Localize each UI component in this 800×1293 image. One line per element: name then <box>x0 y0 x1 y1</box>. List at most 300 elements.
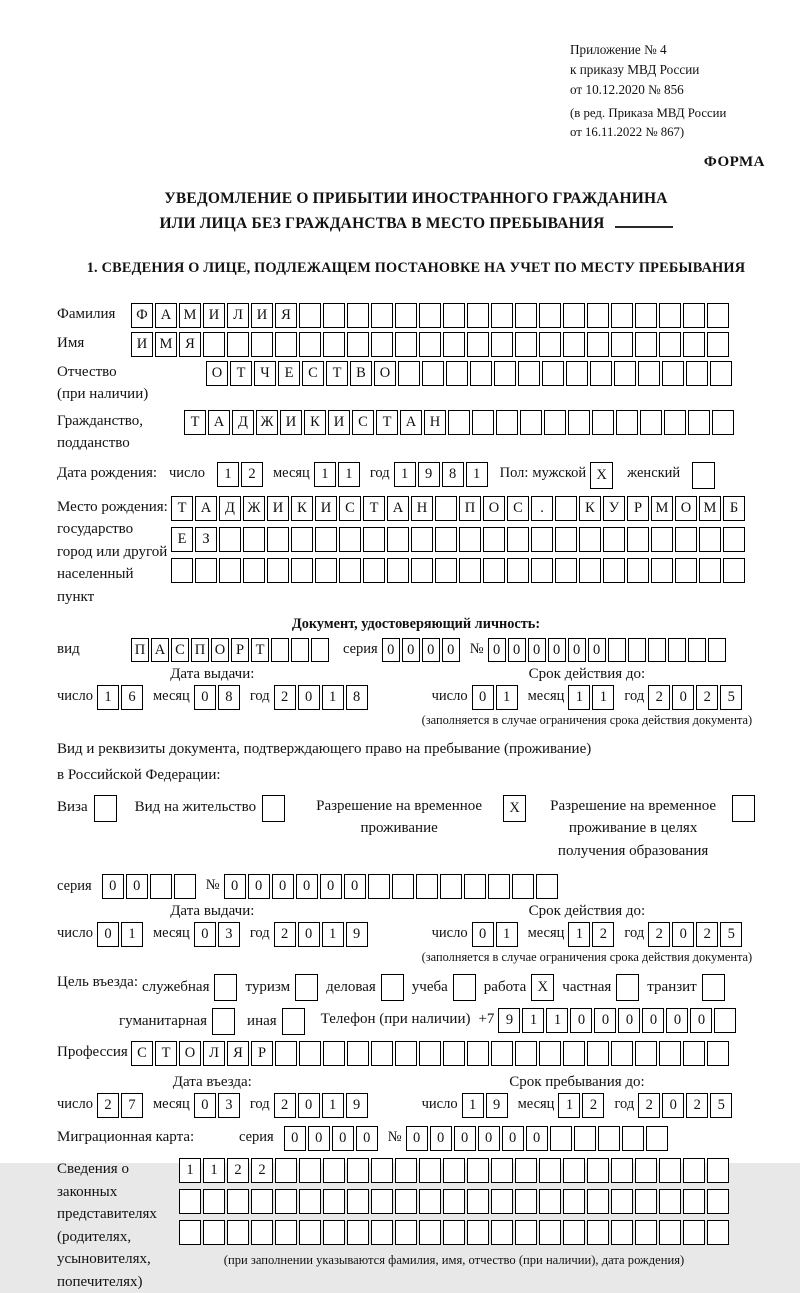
char-cell[interactable] <box>275 1158 297 1183</box>
char-cell[interactable]: 2 <box>648 685 670 710</box>
char-cell[interactable] <box>675 527 697 552</box>
char-cell[interactable] <box>371 1158 393 1183</box>
char-cell[interactable]: 0 <box>284 1126 306 1151</box>
char-cell[interactable]: 1 <box>179 1158 201 1183</box>
char-cell[interactable]: Р <box>627 496 649 521</box>
char-cell[interactable] <box>435 558 457 583</box>
char-cell[interactable]: О <box>675 496 697 521</box>
char-cell[interactable]: А <box>387 496 409 521</box>
char-cell[interactable]: 0 <box>472 922 494 947</box>
char-cell[interactable]: 0 <box>502 1126 524 1151</box>
char-cell[interactable]: И <box>251 303 273 328</box>
char-cell[interactable] <box>512 874 534 899</box>
char-cell[interactable] <box>387 527 409 552</box>
char-cell[interactable] <box>323 1041 345 1066</box>
char-cell[interactable] <box>299 1189 321 1214</box>
char-cell[interactable]: Л <box>203 1041 225 1066</box>
char-cell[interactable]: В <box>350 361 372 386</box>
char-cell[interactable]: П <box>459 496 481 521</box>
char-cell[interactable] <box>446 361 468 386</box>
char-cell[interactable]: 1 <box>121 922 143 947</box>
char-cell[interactable]: 0 <box>672 685 694 710</box>
char-cell[interactable] <box>518 361 540 386</box>
char-cell[interactable]: С <box>339 496 361 521</box>
char-cell[interactable] <box>539 1158 561 1183</box>
char-cell[interactable] <box>587 1158 609 1183</box>
char-cell[interactable] <box>515 303 537 328</box>
char-cell[interactable]: 0 <box>570 1008 592 1033</box>
char-cell[interactable]: 2 <box>582 1093 604 1118</box>
char-cell[interactable]: 1 <box>338 462 360 487</box>
char-cell[interactable] <box>707 1189 729 1214</box>
char-cell[interactable]: 0 <box>488 638 506 662</box>
char-cell[interactable]: 2 <box>648 922 670 947</box>
char-cell[interactable] <box>347 1189 369 1214</box>
char-cell[interactable] <box>459 558 481 583</box>
char-cell[interactable] <box>646 1126 668 1151</box>
char-cell[interactable] <box>467 1189 489 1214</box>
char-cell[interactable]: 0 <box>320 874 342 899</box>
char-cell[interactable] <box>611 1158 633 1183</box>
purpose-business-checkbox[interactable] <box>381 974 404 1001</box>
char-cell[interactable]: 1 <box>496 685 518 710</box>
char-cell[interactable] <box>515 1041 537 1066</box>
char-cell[interactable] <box>699 527 721 552</box>
purpose-official-checkbox[interactable] <box>214 974 237 1001</box>
char-cell[interactable] <box>662 361 684 386</box>
char-cell[interactable] <box>472 410 494 435</box>
char-cell[interactable] <box>496 410 518 435</box>
char-cell[interactable]: 9 <box>486 1093 508 1118</box>
char-cell[interactable]: 2 <box>592 922 614 947</box>
char-cell[interactable] <box>707 1158 729 1183</box>
char-cell[interactable] <box>539 332 561 357</box>
char-cell[interactable]: Т <box>376 410 398 435</box>
char-cell[interactable]: О <box>483 496 505 521</box>
char-cell[interactable] <box>392 874 414 899</box>
char-cell[interactable] <box>598 1126 620 1151</box>
char-cell[interactable] <box>651 558 673 583</box>
char-cell[interactable] <box>683 1189 705 1214</box>
char-cell[interactable]: . <box>531 496 553 521</box>
char-cell[interactable]: 9 <box>346 922 368 947</box>
char-cell[interactable]: Е <box>278 361 300 386</box>
char-cell[interactable] <box>395 332 417 357</box>
char-cell[interactable]: Т <box>251 638 269 662</box>
char-cell[interactable]: О <box>179 1041 201 1066</box>
char-cell[interactable] <box>440 874 462 899</box>
char-cell[interactable] <box>419 1189 441 1214</box>
char-cell[interactable]: 0 <box>478 1126 500 1151</box>
char-cell[interactable] <box>347 303 369 328</box>
char-cell[interactable] <box>640 410 662 435</box>
char-cell[interactable] <box>664 410 686 435</box>
char-cell[interactable] <box>174 874 196 899</box>
char-cell[interactable]: 0 <box>402 638 420 662</box>
char-cell[interactable] <box>171 558 193 583</box>
char-cell[interactable] <box>315 558 337 583</box>
char-cell[interactable]: О <box>211 638 229 662</box>
char-cell[interactable]: К <box>291 496 313 521</box>
char-cell[interactable] <box>311 638 329 662</box>
char-cell[interactable] <box>467 332 489 357</box>
char-cell[interactable]: 0 <box>356 1126 378 1151</box>
char-cell[interactable]: Д <box>232 410 254 435</box>
char-cell[interactable]: 0 <box>666 1008 688 1033</box>
char-cell[interactable] <box>363 558 385 583</box>
char-cell[interactable]: 2 <box>696 922 718 947</box>
char-cell[interactable] <box>443 303 465 328</box>
char-cell[interactable] <box>347 1220 369 1245</box>
char-cell[interactable] <box>227 1220 249 1245</box>
char-cell[interactable] <box>603 558 625 583</box>
char-cell[interactable] <box>515 332 537 357</box>
char-cell[interactable] <box>464 874 486 899</box>
char-cell[interactable] <box>299 303 321 328</box>
char-cell[interactable] <box>628 638 646 662</box>
char-cell[interactable] <box>443 1041 465 1066</box>
char-cell[interactable] <box>299 1220 321 1245</box>
char-cell[interactable]: Н <box>411 496 433 521</box>
char-cell[interactable] <box>339 527 361 552</box>
char-cell[interactable] <box>368 874 390 899</box>
char-cell[interactable]: 8 <box>442 462 464 487</box>
purpose-other-checkbox[interactable] <box>282 1008 305 1035</box>
char-cell[interactable]: 3 <box>218 1093 240 1118</box>
char-cell[interactable]: И <box>203 303 225 328</box>
char-cell[interactable] <box>323 332 345 357</box>
temp-residence-checkbox[interactable]: X <box>503 795 526 822</box>
char-cell[interactable]: 0 <box>308 1126 330 1151</box>
char-cell[interactable] <box>635 303 657 328</box>
char-cell[interactable]: 1 <box>217 462 239 487</box>
char-cell[interactable]: 0 <box>548 638 566 662</box>
char-cell[interactable] <box>611 1220 633 1245</box>
char-cell[interactable] <box>566 361 588 386</box>
char-cell[interactable] <box>723 558 745 583</box>
char-cell[interactable]: М <box>651 496 673 521</box>
char-cell[interactable]: 0 <box>406 1126 428 1151</box>
char-cell[interactable] <box>251 332 273 357</box>
char-cell[interactable]: 2 <box>274 922 296 947</box>
char-cell[interactable] <box>339 558 361 583</box>
char-cell[interactable] <box>483 527 505 552</box>
char-cell[interactable]: 0 <box>248 874 270 899</box>
char-cell[interactable] <box>648 638 666 662</box>
char-cell[interactable] <box>488 874 510 899</box>
char-cell[interactable] <box>435 496 457 521</box>
char-cell[interactable]: 2 <box>274 1093 296 1118</box>
char-cell[interactable]: 5 <box>720 685 742 710</box>
char-cell[interactable]: Т <box>184 410 206 435</box>
char-cell[interactable] <box>638 361 660 386</box>
char-cell[interactable]: И <box>267 496 289 521</box>
char-cell[interactable] <box>507 527 529 552</box>
char-cell[interactable] <box>683 1158 705 1183</box>
char-cell[interactable] <box>627 527 649 552</box>
char-cell[interactable] <box>563 1220 585 1245</box>
char-cell[interactable]: 0 <box>642 1008 664 1033</box>
char-cell[interactable]: 0 <box>126 874 148 899</box>
char-cell[interactable]: 1 <box>314 462 336 487</box>
char-cell[interactable]: 1 <box>394 462 416 487</box>
char-cell[interactable]: 1 <box>546 1008 568 1033</box>
char-cell[interactable] <box>467 1158 489 1183</box>
char-cell[interactable] <box>708 638 726 662</box>
char-cell[interactable] <box>371 1041 393 1066</box>
sex-male-checkbox[interactable]: X <box>590 462 613 489</box>
char-cell[interactable]: Т <box>230 361 252 386</box>
char-cell[interactable]: 2 <box>241 462 263 487</box>
char-cell[interactable] <box>203 332 225 357</box>
char-cell[interactable] <box>627 558 649 583</box>
char-cell[interactable]: 1 <box>462 1093 484 1118</box>
char-cell[interactable] <box>686 361 708 386</box>
char-cell[interactable]: 0 <box>442 638 460 662</box>
char-cell[interactable] <box>371 1220 393 1245</box>
char-cell[interactable] <box>539 1220 561 1245</box>
purpose-study-checkbox[interactable] <box>453 974 476 1001</box>
char-cell[interactable] <box>243 558 265 583</box>
char-cell[interactable]: И <box>131 332 153 357</box>
char-cell[interactable] <box>707 1220 729 1245</box>
char-cell[interactable] <box>587 1041 609 1066</box>
char-cell[interactable]: 0 <box>472 685 494 710</box>
char-cell[interactable] <box>563 332 585 357</box>
char-cell[interactable]: С <box>302 361 324 386</box>
char-cell[interactable]: Т <box>171 496 193 521</box>
char-cell[interactable]: К <box>304 410 326 435</box>
char-cell[interactable] <box>563 303 585 328</box>
char-cell[interactable]: 2 <box>274 685 296 710</box>
char-cell[interactable]: 0 <box>332 1126 354 1151</box>
char-cell[interactable]: О <box>374 361 396 386</box>
char-cell[interactable]: 2 <box>251 1158 273 1183</box>
char-cell[interactable]: 0 <box>672 922 694 947</box>
char-cell[interactable]: 1 <box>322 922 344 947</box>
char-cell[interactable] <box>614 361 636 386</box>
char-cell[interactable] <box>563 1041 585 1066</box>
char-cell[interactable] <box>531 527 553 552</box>
char-cell[interactable] <box>299 332 321 357</box>
visa-checkbox[interactable] <box>94 795 117 822</box>
char-cell[interactable] <box>395 1041 417 1066</box>
char-cell[interactable] <box>371 303 393 328</box>
char-cell[interactable]: Б <box>723 496 745 521</box>
char-cell[interactable]: Я <box>275 303 297 328</box>
char-cell[interactable] <box>291 527 313 552</box>
char-cell[interactable] <box>491 1158 513 1183</box>
char-cell[interactable] <box>710 361 732 386</box>
char-cell[interactable] <box>622 1126 644 1151</box>
char-cell[interactable] <box>275 1220 297 1245</box>
char-cell[interactable] <box>467 1220 489 1245</box>
char-cell[interactable] <box>227 332 249 357</box>
char-cell[interactable]: 1 <box>322 685 344 710</box>
char-cell[interactable] <box>539 1189 561 1214</box>
char-cell[interactable] <box>542 361 564 386</box>
char-cell[interactable]: 2 <box>638 1093 660 1118</box>
char-cell[interactable]: 0 <box>194 685 216 710</box>
char-cell[interactable]: 0 <box>344 874 366 899</box>
char-cell[interactable]: У <box>603 496 625 521</box>
char-cell[interactable]: Д <box>219 496 241 521</box>
char-cell[interactable] <box>723 527 745 552</box>
char-cell[interactable]: 0 <box>298 922 320 947</box>
char-cell[interactable] <box>659 1158 681 1183</box>
char-cell[interactable] <box>579 558 601 583</box>
char-cell[interactable] <box>668 638 686 662</box>
char-cell[interactable] <box>483 558 505 583</box>
char-cell[interactable]: С <box>352 410 374 435</box>
char-cell[interactable] <box>531 558 553 583</box>
char-cell[interactable] <box>635 1041 657 1066</box>
char-cell[interactable]: Я <box>227 1041 249 1066</box>
char-cell[interactable] <box>651 527 673 552</box>
char-cell[interactable] <box>616 410 638 435</box>
char-cell[interactable] <box>267 558 289 583</box>
char-cell[interactable]: 0 <box>588 638 606 662</box>
char-cell[interactable]: 0 <box>594 1008 616 1033</box>
char-cell[interactable]: Н <box>424 410 446 435</box>
char-cell[interactable]: С <box>507 496 529 521</box>
char-cell[interactable] <box>443 332 465 357</box>
char-cell[interactable] <box>539 303 561 328</box>
char-cell[interactable]: 0 <box>690 1008 712 1033</box>
char-cell[interactable] <box>371 332 393 357</box>
char-cell[interactable]: С <box>131 1041 153 1066</box>
char-cell[interactable] <box>563 1158 585 1183</box>
char-cell[interactable]: 9 <box>346 1093 368 1118</box>
char-cell[interactable]: 0 <box>194 922 216 947</box>
char-cell[interactable] <box>395 1220 417 1245</box>
char-cell[interactable] <box>590 361 612 386</box>
char-cell[interactable] <box>419 1041 441 1066</box>
char-cell[interactable]: 1 <box>558 1093 580 1118</box>
char-cell[interactable]: 0 <box>296 874 318 899</box>
char-cell[interactable]: 0 <box>194 1093 216 1118</box>
char-cell[interactable] <box>520 410 542 435</box>
char-cell[interactable] <box>179 1220 201 1245</box>
char-cell[interactable] <box>568 410 590 435</box>
char-cell[interactable]: 0 <box>97 922 119 947</box>
char-cell[interactable] <box>707 1041 729 1066</box>
char-cell[interactable]: 0 <box>224 874 246 899</box>
char-cell[interactable] <box>699 558 721 583</box>
char-cell[interactable] <box>515 1220 537 1245</box>
char-cell[interactable] <box>219 558 241 583</box>
char-cell[interactable]: Е <box>171 527 193 552</box>
char-cell[interactable] <box>659 1041 681 1066</box>
char-cell[interactable] <box>467 1041 489 1066</box>
char-cell[interactable] <box>291 638 309 662</box>
char-cell[interactable] <box>707 303 729 328</box>
char-cell[interactable] <box>203 1220 225 1245</box>
char-cell[interactable]: Т <box>363 496 385 521</box>
char-cell[interactable] <box>150 874 172 899</box>
char-cell[interactable]: 0 <box>508 638 526 662</box>
char-cell[interactable]: Л <box>227 303 249 328</box>
char-cell[interactable]: П <box>191 638 209 662</box>
char-cell[interactable] <box>611 1041 633 1066</box>
char-cell[interactable] <box>219 527 241 552</box>
char-cell[interactable] <box>251 1189 273 1214</box>
char-cell[interactable] <box>563 1189 585 1214</box>
char-cell[interactable] <box>587 1189 609 1214</box>
char-cell[interactable]: 6 <box>121 685 143 710</box>
char-cell[interactable] <box>470 361 492 386</box>
char-cell[interactable] <box>395 1189 417 1214</box>
char-cell[interactable]: 0 <box>568 638 586 662</box>
char-cell[interactable]: 1 <box>568 922 590 947</box>
char-cell[interactable] <box>275 332 297 357</box>
char-cell[interactable] <box>587 303 609 328</box>
char-cell[interactable] <box>683 1220 705 1245</box>
char-cell[interactable] <box>323 1158 345 1183</box>
char-cell[interactable] <box>371 1189 393 1214</box>
char-cell[interactable]: Ч <box>254 361 276 386</box>
char-cell[interactable] <box>387 558 409 583</box>
char-cell[interactable] <box>395 1158 417 1183</box>
char-cell[interactable] <box>422 361 444 386</box>
char-cell[interactable] <box>555 558 577 583</box>
char-cell[interactable] <box>635 332 657 357</box>
char-cell[interactable] <box>419 303 441 328</box>
char-cell[interactable] <box>659 303 681 328</box>
char-cell[interactable] <box>443 1220 465 1245</box>
char-cell[interactable]: 0 <box>298 685 320 710</box>
char-cell[interactable] <box>587 332 609 357</box>
char-cell[interactable] <box>251 1220 273 1245</box>
char-cell[interactable] <box>179 1189 201 1214</box>
purpose-humanitarian-checkbox[interactable] <box>212 1008 235 1035</box>
char-cell[interactable] <box>395 303 417 328</box>
char-cell[interactable]: 0 <box>528 638 546 662</box>
char-cell[interactable] <box>515 1189 537 1214</box>
char-cell[interactable] <box>491 1220 513 1245</box>
char-cell[interactable]: 8 <box>346 685 368 710</box>
char-cell[interactable]: 8 <box>218 685 240 710</box>
char-cell[interactable]: 1 <box>322 1093 344 1118</box>
char-cell[interactable] <box>635 1220 657 1245</box>
char-cell[interactable]: Ф <box>131 303 153 328</box>
char-cell[interactable]: Р <box>251 1041 273 1066</box>
temp-residence-education-checkbox[interactable] <box>732 795 755 822</box>
char-cell[interactable]: А <box>400 410 422 435</box>
char-cell[interactable]: Ж <box>243 496 265 521</box>
char-cell[interactable] <box>539 1041 561 1066</box>
char-cell[interactable]: 5 <box>720 922 742 947</box>
char-cell[interactable] <box>683 332 705 357</box>
char-cell[interactable] <box>688 410 710 435</box>
char-cell[interactable]: 7 <box>121 1093 143 1118</box>
char-cell[interactable]: 0 <box>102 874 124 899</box>
char-cell[interactable]: К <box>579 496 601 521</box>
char-cell[interactable]: 1 <box>466 462 488 487</box>
char-cell[interactable]: 2 <box>227 1158 249 1183</box>
char-cell[interactable]: 0 <box>618 1008 640 1033</box>
char-cell[interactable] <box>315 527 337 552</box>
purpose-work-checkbox[interactable]: X <box>531 974 554 1001</box>
char-cell[interactable]: Т <box>155 1041 177 1066</box>
char-cell[interactable] <box>544 410 566 435</box>
char-cell[interactable] <box>635 1189 657 1214</box>
char-cell[interactable] <box>494 361 516 386</box>
char-cell[interactable] <box>683 1041 705 1066</box>
char-cell[interactable] <box>291 558 313 583</box>
char-cell[interactable]: 0 <box>454 1126 476 1151</box>
char-cell[interactable]: 1 <box>522 1008 544 1033</box>
